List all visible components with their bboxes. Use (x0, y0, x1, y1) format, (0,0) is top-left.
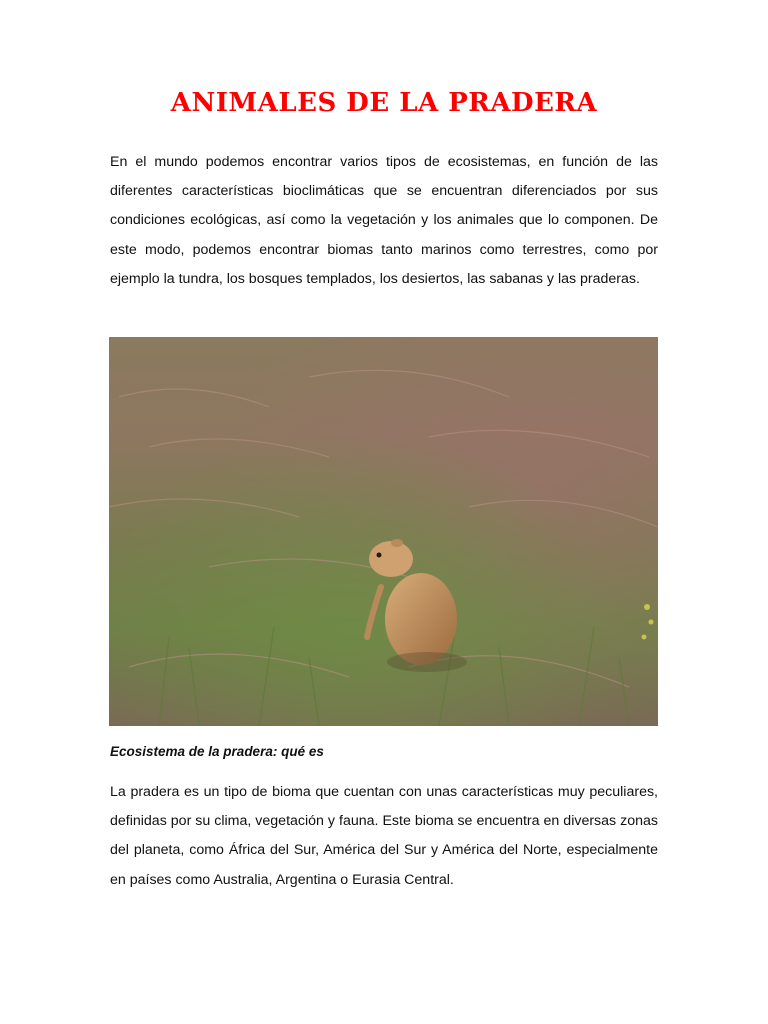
body-paragraph: La pradera es un tipo de bioma que cuentan con unas características muy peculiares, definidas por su clima, vegetación y fauna. Este bioma se encuentra en diversas zonas del planeta, como África del Sur, América del Sur y América del Norte, especialmente en países como Australia, Argentina o Eurasia Central. (110, 784, 658, 888)
page-title: ANIMALES DE LA PRADERA (170, 88, 598, 118)
prairie-dog-photo (109, 337, 658, 726)
intro-paragraph: En el mundo podemos encontrar varios tipos de ecosistemas, en función de las diferentes características bioclimáticas que se encuentran diferenciados por sus condiciones ecológicas, así como la vegetación y los animales que lo componen. De este modo, podemos encontrar biomas tanto marinos como terrestres, como por ejemplo la tundra, los bosques templados, los desiertos, las sabanas y las praderas. (110, 154, 658, 287)
section-subheading: Ecosistema de la pradera: qué es (110, 744, 324, 759)
